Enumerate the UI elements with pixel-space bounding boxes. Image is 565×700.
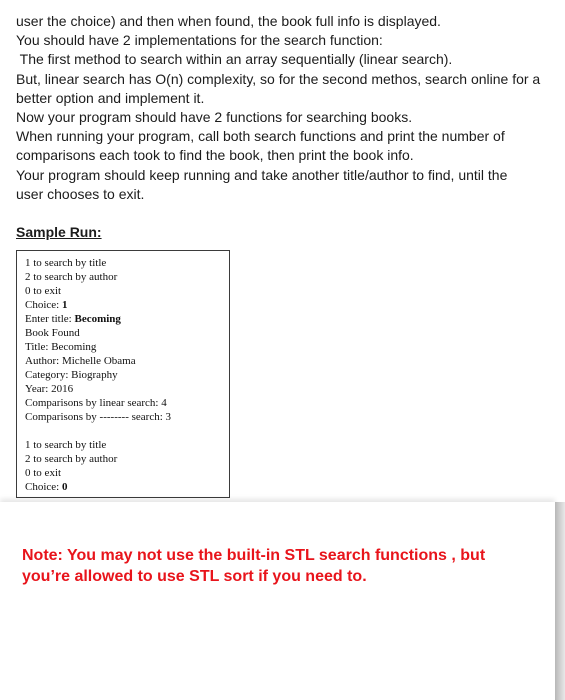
paragraph-line: Your program should keep running and take another title/author to find, until the (16, 166, 508, 183)
console-line: Book Found (25, 327, 80, 339)
console-line: 1 to search by title (25, 257, 107, 269)
console-line: Category: Biography (25, 369, 118, 381)
console-line: 2 to search by author (25, 271, 118, 283)
note-line: Note: You may not use the built-in STL search functions , but (22, 547, 486, 564)
console-line (25, 480, 229, 494)
sample-run-heading: Sample Run: (16, 224, 102, 240)
note-line: you’re allowed to use STL sort if you need to. (22, 568, 367, 585)
paragraph-line: user chooses to exit. (16, 185, 145, 202)
console-blank-line (25, 424, 229, 438)
paragraph-line: better option and implement it. (16, 89, 205, 106)
paragraph-line: The first method to search within an array sequentially (linear search). (16, 51, 453, 68)
sample-run-console (16, 250, 230, 498)
paragraph-line: You should have 2 implementations for the search function: (16, 32, 383, 49)
title-prompt: Enter title: (25, 313, 75, 325)
console-line: 2 to search by author (25, 453, 118, 465)
page-edge-shadow (555, 502, 565, 700)
paragraph-line: comparisons each took to find the book, then print the book info. (16, 147, 414, 164)
console-line: Comparisons by -------- search: 3 (25, 411, 172, 423)
paragraph-line: But, linear search has O(n) complexity, so for the second methos, search online for a (16, 70, 541, 87)
instructions-paragraph (16, 12, 556, 204)
paragraph-line: When running your program, call both search functions and print the number of (16, 128, 505, 145)
console-line (25, 298, 229, 312)
title-input: Becoming (74, 313, 121, 325)
console-line: Title: Becoming (25, 341, 97, 353)
document-page-lower (0, 502, 555, 700)
console-line (25, 312, 229, 326)
console-line: 0 to exit (25, 467, 62, 479)
choice-value: 0 (61, 481, 68, 493)
console-line: 1 to search by title (25, 439, 107, 451)
choice-value: 1 (61, 299, 68, 311)
choice-label: Choice: (25, 481, 62, 493)
console-line: 0 to exit (25, 285, 62, 297)
console-line: Author: Michelle Obama (25, 355, 136, 367)
paragraph-line: user the choice) and then when found, the book full info is displayed. (16, 13, 441, 29)
console-line: Comparisons by linear search: 4 (25, 397, 167, 409)
console-line: Year: 2016 (25, 383, 74, 395)
choice-label: Choice: (25, 299, 62, 311)
paragraph-line: Now your program should have 2 functions for searching books. (16, 109, 413, 126)
note-text (22, 545, 562, 587)
